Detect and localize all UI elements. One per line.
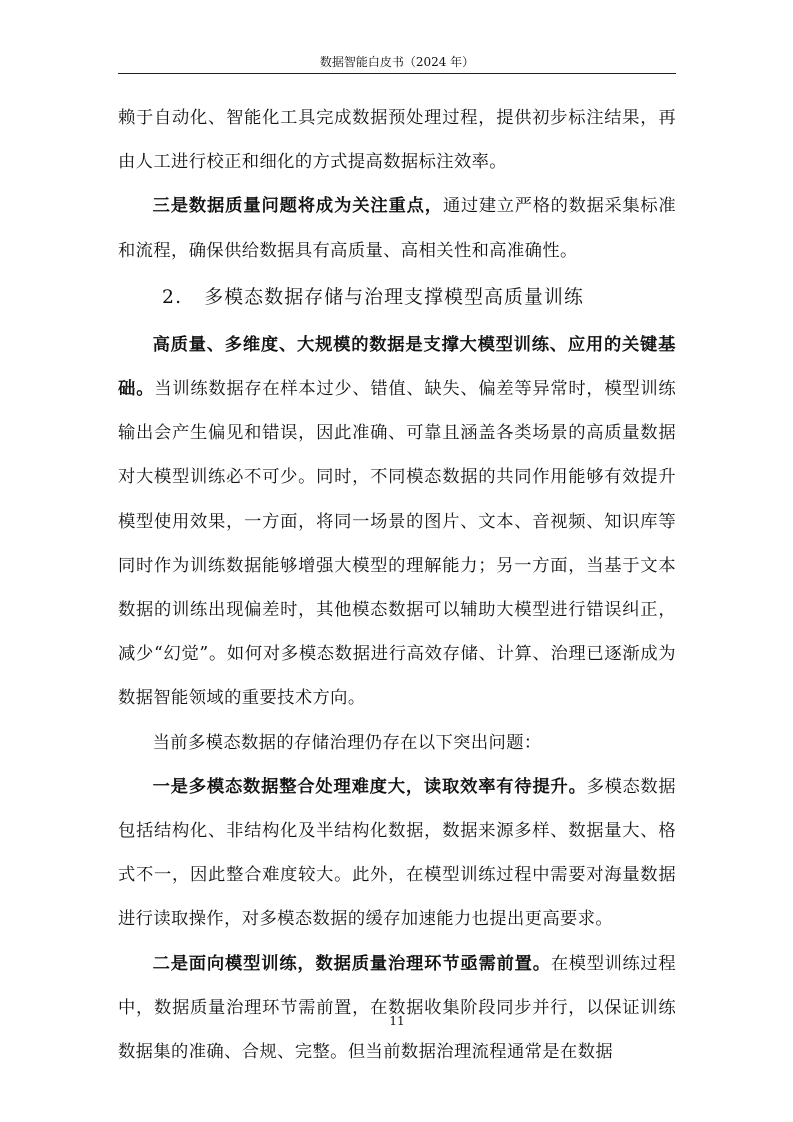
paragraph-issue-one	[118, 765, 676, 942]
paragraph-current-issues: 当前多模态数据的存储治理仍存在以下突出问题：	[152, 732, 542, 753]
paragraph-text: 通过建立严格的数据采集标准和流程，确保供给数据具有高质量、高相关性和高准确性。	[118, 196, 676, 261]
paragraph-high-quality-data	[118, 323, 676, 721]
paragraph-data-quality	[118, 184, 676, 272]
page-header: 数据智能白皮书（2024 年）	[319, 55, 475, 69]
section-heading	[118, 273, 676, 323]
bold-lead: 高质量、多维度、大规模的数据是支撑大模型训练、应用的关键基础。	[118, 334, 676, 400]
page-number: 11	[389, 1014, 405, 1028]
paragraph-text: 多模态数据包括结构化、非结构化及半结构化数据，数据来源多样、数据量大、格式不一，因此整合难度较大。此外，在模型训练过程中需要对海量数据进行读取操作，对多模态数据的缓存加速能力也提出更高要求。	[118, 776, 676, 930]
header-divider	[118, 73, 676, 74]
bold-lead: 二是面向模型训练，数据质量治理环节亟需前置。	[152, 953, 551, 974]
section-title: 多模态数据存储与治理支撑模型高质量训练	[204, 286, 584, 308]
document-body	[118, 96, 676, 1074]
paragraph-text: 在模型训练过程中，数据质量治理环节需前置，在数据收集阶段同步并行，以保证训练数据集的准确、合规、完整。但当前数据治理流程通常是在数据	[118, 953, 676, 1063]
bold-lead: 三是数据质量问题将成为关注重点，	[152, 196, 443, 217]
paragraph-issue-two	[118, 942, 676, 1075]
paragraph-continuation: 赖于自动化、智能化工具完成数据预处理过程，提供初步标注结果，再由人工进行校正和细化的方式提高数据标注效率。	[118, 108, 676, 173]
paragraph-text: 当训练数据存在样本过少、错值、缺失、偏差等异常时，模型训练输出会产生偏见和错误，因此准确、可靠且涵盖各类场景的高质量数据对大模型训练必不可少。同时，不同模态数据的共同作用能够有效提升模型使用效果，一方面，将同一场景的图片、文本、音视频、知识库等同时作为训练数据能够增强大模型的理解能力；另一方面，当基于文本数据的训练出现偏差时，其他模态数据可以辅助大模型进行错误纠正，减少“幻觉”。如何对多模态数据进行高效存储、计算、治理已逐渐成为数据智能领域的重要技术方向。	[118, 379, 677, 709]
bold-lead: 一是多模态数据整合处理难度大，读取效率有待提升。	[152, 776, 587, 797]
section-number: 2.	[162, 286, 183, 308]
